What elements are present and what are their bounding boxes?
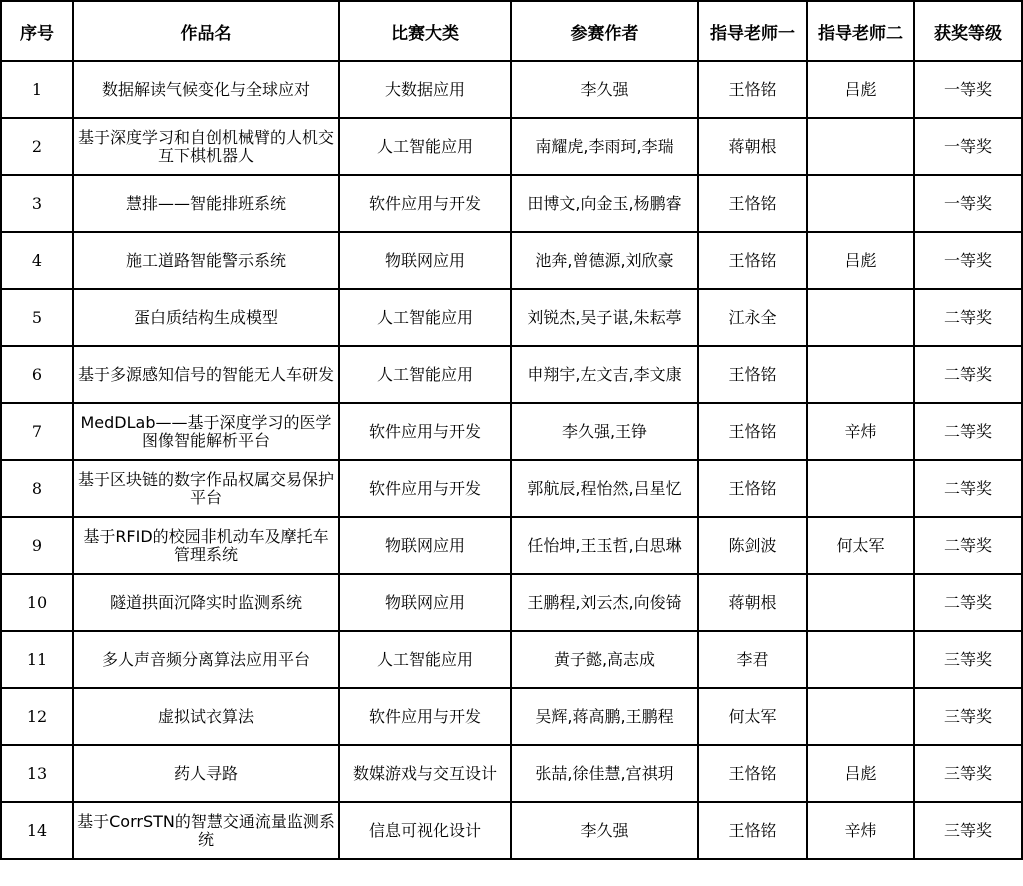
cell-authors: 郭航辰,程怡然,吕星忆 (511, 460, 698, 517)
cell-title: 数据解读气候变化与全球应对 (73, 61, 339, 118)
cell-title: 基于RFID的校园非机动车及摩托车管理系统 (73, 517, 339, 574)
cell-authors: 王鹏程,刘云杰,向俊锜 (511, 574, 698, 631)
cell-advisor-2 (807, 118, 914, 175)
table-row (1, 802, 1022, 859)
cell-title: 基于深度学习和自创机械臂的人机交互下棋机器人 (73, 118, 339, 175)
cell-category: 数媒游戏与交互设计 (339, 745, 511, 802)
cell-index: 6 (1, 346, 73, 403)
cell-category: 软件应用与开发 (339, 175, 511, 232)
header-category: 比赛大类 (339, 1, 511, 61)
cell-title: 药人寻路 (73, 745, 339, 802)
cell-advisor-1: 王恪铭 (698, 802, 807, 859)
table-row (1, 289, 1022, 346)
cell-authors: 李久强 (511, 61, 698, 118)
cell-award: 二等奖 (914, 289, 1022, 346)
cell-title: 基于CorrSTN的智慧交通流量监测系统 (73, 802, 339, 859)
table-row (1, 631, 1022, 688)
table-row (1, 232, 1022, 289)
cell-advisor-1: 王恪铭 (698, 61, 807, 118)
cell-index: 13 (1, 745, 73, 802)
cell-category: 人工智能应用 (339, 289, 511, 346)
table-header (1, 1, 1022, 61)
cell-title: 基于多源感知信号的智能无人车研发 (73, 346, 339, 403)
cell-category: 软件应用与开发 (339, 688, 511, 745)
cell-index: 10 (1, 574, 73, 631)
cell-advisor-2 (807, 631, 914, 688)
cell-category: 物联网应用 (339, 232, 511, 289)
table-row (1, 688, 1022, 745)
cell-category: 物联网应用 (339, 517, 511, 574)
cell-category: 人工智能应用 (339, 118, 511, 175)
header-advisor-1: 指导老师一 (698, 1, 807, 61)
cell-advisor-1: 李君 (698, 631, 807, 688)
cell-authors: 张喆,徐佳慧,宫祺玥 (511, 745, 698, 802)
cell-authors: 任怡坤,王玉哲,白思琳 (511, 517, 698, 574)
cell-award: 三等奖 (914, 745, 1022, 802)
cell-title: 慧排——智能排班系统 (73, 175, 339, 232)
cell-authors: 池奔,曾德源,刘欣豪 (511, 232, 698, 289)
table-row (1, 517, 1022, 574)
cell-index: 11 (1, 631, 73, 688)
cell-advisor-2: 吕彪 (807, 745, 914, 802)
cell-advisor-1: 王恪铭 (698, 403, 807, 460)
header-row (1, 1, 1022, 61)
cell-advisor-2: 辛炜 (807, 403, 914, 460)
cell-category: 大数据应用 (339, 61, 511, 118)
cell-index: 8 (1, 460, 73, 517)
cell-advisor-1: 陈剑波 (698, 517, 807, 574)
cell-title: 蛋白质结构生成模型 (73, 289, 339, 346)
cell-index: 2 (1, 118, 73, 175)
cell-advisor-2 (807, 346, 914, 403)
cell-advisor-2: 辛炜 (807, 802, 914, 859)
cell-title: 施工道路智能警示系统 (73, 232, 339, 289)
cell-advisor-1: 王恪铭 (698, 232, 807, 289)
cell-category: 软件应用与开发 (339, 403, 511, 460)
cell-award: 二等奖 (914, 574, 1022, 631)
cell-authors: 李久强 (511, 802, 698, 859)
table-row (1, 460, 1022, 517)
cell-award: 二等奖 (914, 403, 1022, 460)
cell-advisor-1: 何太军 (698, 688, 807, 745)
cell-advisor-2: 何太军 (807, 517, 914, 574)
cell-authors: 申翔宇,左文吉,李文康 (511, 346, 698, 403)
cell-index: 4 (1, 232, 73, 289)
cell-title: 基于区块链的数字作品权属交易保护平台 (73, 460, 339, 517)
header-award: 获奖等级 (914, 1, 1022, 61)
cell-authors: 南耀虎,李雨珂,李瑞 (511, 118, 698, 175)
cell-advisor-2 (807, 574, 914, 631)
cell-index: 1 (1, 61, 73, 118)
cell-award: 三等奖 (914, 631, 1022, 688)
cell-advisor-2: 吕彪 (807, 232, 914, 289)
cell-index: 12 (1, 688, 73, 745)
cell-index: 9 (1, 517, 73, 574)
cell-category: 物联网应用 (339, 574, 511, 631)
cell-award: 一等奖 (914, 61, 1022, 118)
cell-title: 多人声音频分离算法应用平台 (73, 631, 339, 688)
cell-award: 一等奖 (914, 232, 1022, 289)
cell-authors: 刘锐杰,吴子谌,朱耘葶 (511, 289, 698, 346)
cell-category: 信息可视化设计 (339, 802, 511, 859)
cell-authors: 李久强,王铮 (511, 403, 698, 460)
cell-index: 5 (1, 289, 73, 346)
cell-index: 14 (1, 802, 73, 859)
cell-advisor-2 (807, 460, 914, 517)
cell-advisor-1: 蒋朝根 (698, 574, 807, 631)
table-body (1, 61, 1022, 859)
cell-award: 三等奖 (914, 802, 1022, 859)
cell-advisor-2 (807, 688, 914, 745)
header-authors: 参赛作者 (511, 1, 698, 61)
table-row (1, 175, 1022, 232)
cell-index: 7 (1, 403, 73, 460)
table-row (1, 346, 1022, 403)
cell-advisor-1: 王恪铭 (698, 745, 807, 802)
cell-title: 隧道拱面沉降实时监测系统 (73, 574, 339, 631)
cell-authors: 吴辉,蒋高鹏,王鹏程 (511, 688, 698, 745)
cell-advisor-2 (807, 289, 914, 346)
cell-title: MedDLab——基于深度学习的医学图像智能解析平台 (73, 403, 339, 460)
table-row (1, 403, 1022, 460)
cell-title: 虚拟试衣算法 (73, 688, 339, 745)
cell-advisor-1: 王恪铭 (698, 460, 807, 517)
header-title: 作品名 (73, 1, 339, 61)
cell-award: 二等奖 (914, 517, 1022, 574)
cell-advisor-2: 吕彪 (807, 61, 914, 118)
table-row (1, 574, 1022, 631)
cell-award: 一等奖 (914, 118, 1022, 175)
cell-award: 一等奖 (914, 175, 1022, 232)
cell-category: 人工智能应用 (339, 346, 511, 403)
header-advisor-2: 指导老师二 (807, 1, 914, 61)
cell-award: 三等奖 (914, 688, 1022, 745)
cell-authors: 田博文,向金玉,杨鹏睿 (511, 175, 698, 232)
table-row (1, 745, 1022, 802)
header-index: 序号 (1, 1, 73, 61)
cell-advisor-1: 蒋朝根 (698, 118, 807, 175)
cell-category: 软件应用与开发 (339, 460, 511, 517)
table-row (1, 61, 1022, 118)
cell-advisor-1: 王恪铭 (698, 175, 807, 232)
cell-index: 3 (1, 175, 73, 232)
cell-advisor-2 (807, 175, 914, 232)
cell-authors: 黄子懿,高志成 (511, 631, 698, 688)
cell-category: 人工智能应用 (339, 631, 511, 688)
cell-advisor-1: 王恪铭 (698, 346, 807, 403)
cell-advisor-1: 江永全 (698, 289, 807, 346)
cell-award: 二等奖 (914, 460, 1022, 517)
cell-award: 二等奖 (914, 346, 1022, 403)
table-row (1, 118, 1022, 175)
